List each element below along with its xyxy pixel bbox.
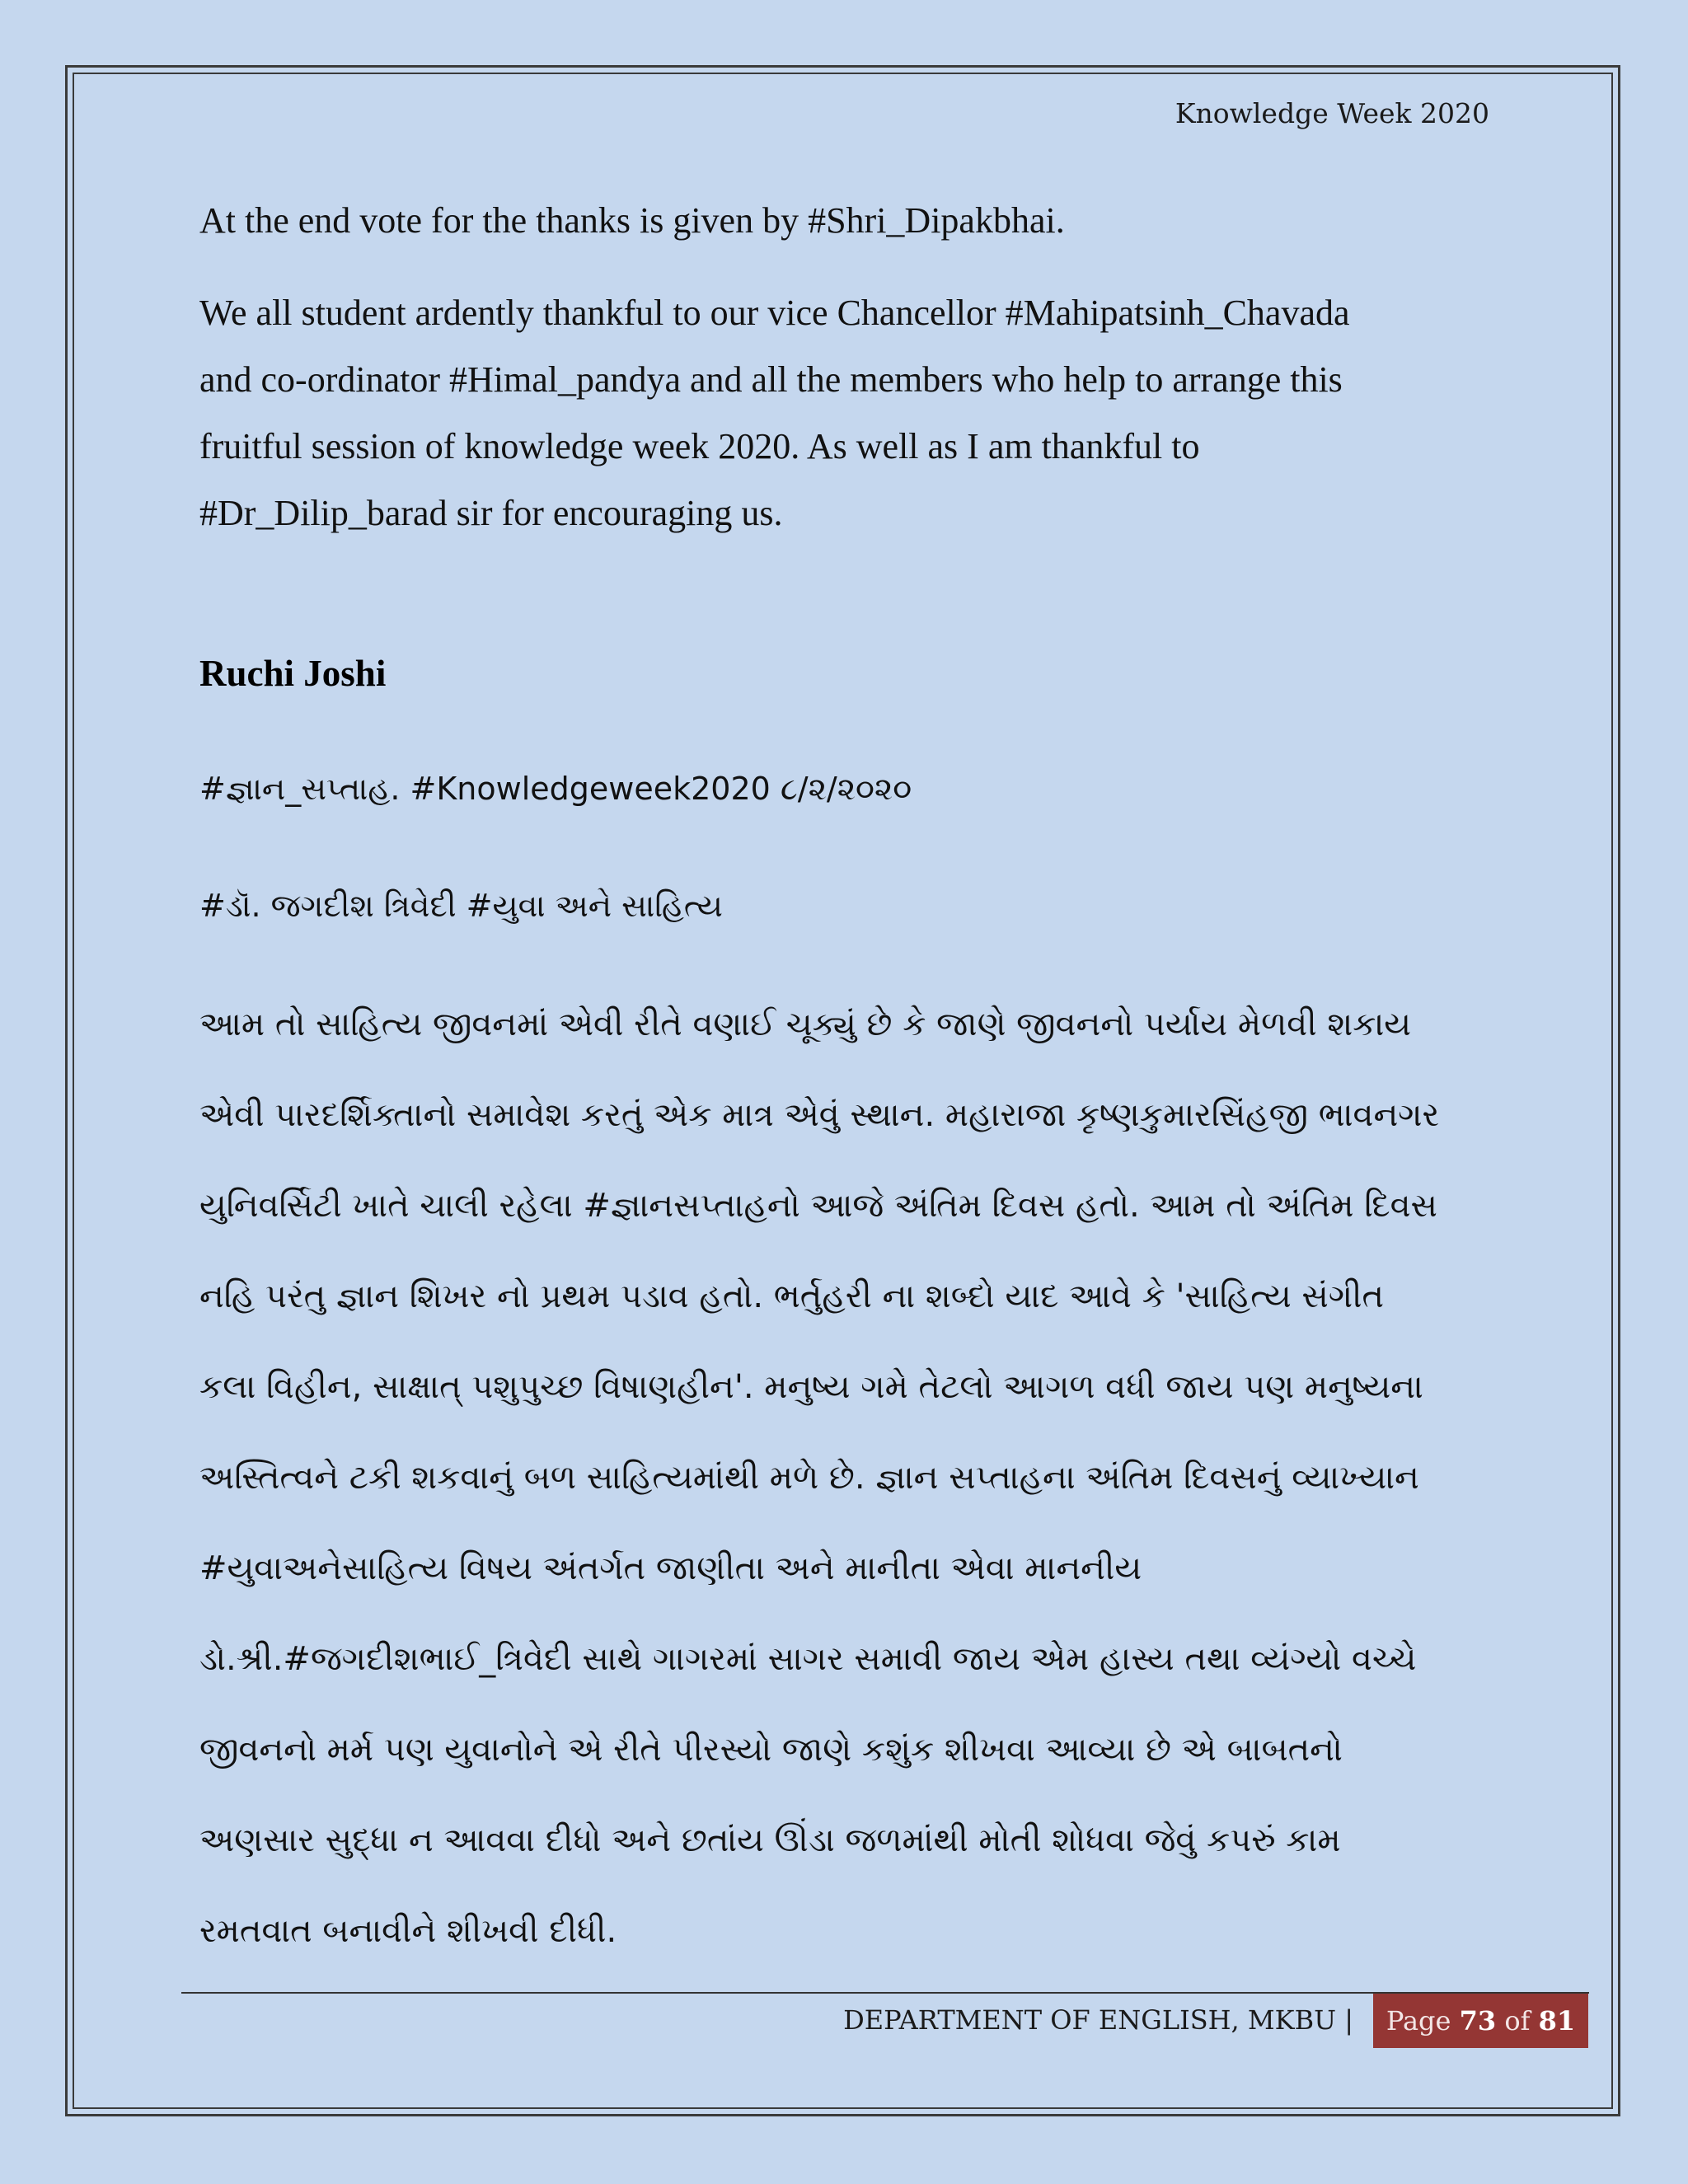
thanks-paragraph-line: and co-ordinator #Himal_pandya and all the members who help to arrange this [199, 359, 1343, 400]
gujarati-text-line: અણસાર સુદ્ધા ન આવવા દીધો અને છતાંય ઊંડા જળમાંથી મોતી શોધવા જેવું કપરું કામ [199, 1821, 1341, 1859]
gujarati-text-line: #યુવાઅનેસાહિત્ય વિષય અંતર્ગત જાણીતા અને માનીતા એવા માનનીય [199, 1549, 1142, 1587]
footer-department: DEPARTMENT OF ENGLISH, MKBU | [843, 2004, 1353, 2036]
article-subtitle: #ડૉ. જગદીશ ત્રિવેદી #યુવા અને સાહિત્ય [199, 888, 723, 924]
gujarati-text-line: ડો.શ્રી.#જગદીશભાઈ_ત્રિવેદી સાથે ગાગરમાં સાગર સમાવી જાય એમ હાસ્ય તથા વ્યંગ્યો વચ્ચે [199, 1640, 1417, 1678]
gujarati-text-line: જીવનનો મર્મ પણ યુવાનોને એ રીતે પીરસ્યો જાણે કશુંક શીખવા આવ્યા છે એ બાબતનો [199, 1731, 1343, 1769]
gujarati-text-line: અસ્તિત્વને ટકી શકવાનું બળ સાહિત્યમાંથી મળે છે. જ્ઞાન સપ્તાહના અંતિમ દિવસનું વ્યાખ્યાન [199, 1459, 1419, 1497]
of-word: of [1504, 2005, 1531, 2036]
thanks-paragraph-line: We all student ardently thankful to our vice Chancellor #Mahipatsinh_Chavada [199, 293, 1350, 333]
total-pages: 81 [1538, 2005, 1576, 2036]
gujarati-text-line: આમ તો સાહિત્ય જીવનમાં એવી રીતે વણાઈ ચૂક્યું છે કે જાણે જીવનનો પર્યાય મેળવી શકાય [199, 1005, 1412, 1043]
hashtags-line: #જ્ઞાન_સપ્તાહ. #Knowledgeweek2020 ૮/૨/૨૦૨૦ [199, 771, 912, 807]
thanks-paragraph-line: fruitful session of knowledge week 2020. As well as I am thankful to [199, 426, 1200, 466]
page-number-badge [1373, 1994, 1588, 2048]
thanks-paragraph-line: #Dr_Dilip_barad sir for encouraging us. [199, 493, 783, 533]
gujarati-text-line: રમતવાત બનાવીને શીખવી દીધી. [199, 1912, 617, 1950]
running-header: Knowledge Week 2020 [1175, 97, 1489, 129]
gujarati-text-line: યુનિવર્સિટી ખાતે ચાલી રહેલા #જ્ઞાનસપ્તાહનો આજે અંતિમ દિવસ હતો. આમ તો અંતિમ દિવસ [199, 1187, 1437, 1225]
author-name: Ruchi Joshi [199, 653, 387, 694]
current-page-number: 73 [1459, 2005, 1497, 2036]
gujarati-text-line: કલા વિહીન, સાક્ષાત્ પશુપુચ્છ વિષાણહીન'. મનુષ્ય ગમે તેટલો આગળ વધી જાય પણ મનુષ્યના [199, 1368, 1423, 1406]
closing-paragraph: At the end vote for the thanks is given by #Shri_Dipakbhai. [199, 200, 1065, 241]
page-word: Page [1386, 2005, 1451, 2036]
gujarati-text-line: નહિ પરંતુ જ્ઞાન શિખર નો પ્રથમ પડાવ હતો. ભર્તુહરી ના શબ્દો યાદ આવે કે 'સાહિત્ય સંગીત [199, 1277, 1384, 1315]
gujarati-text-line: એવી પારદર્શિક્તાનો સમાવેશ કરતું એક માત્ર એવું સ્થાન. મહારાજા કૃષ્ણકુમારસિંહજી ભાવનગર [199, 1096, 1440, 1134]
